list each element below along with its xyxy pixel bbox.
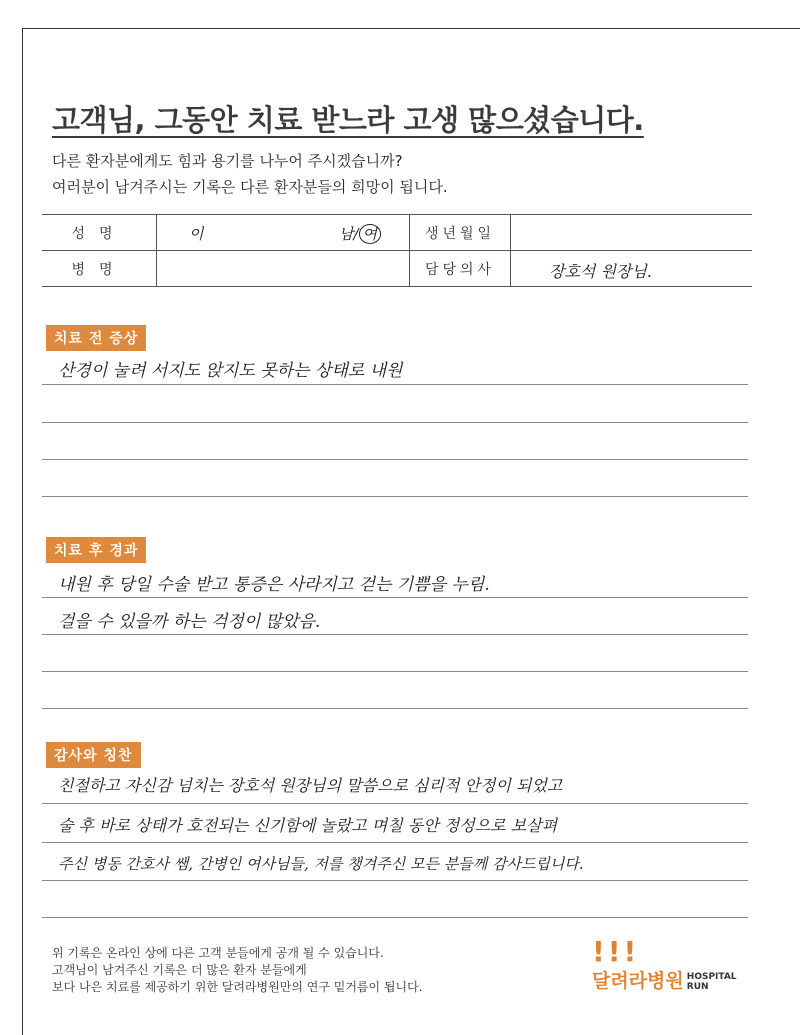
doctor-value: 장호석 원장님. [549, 262, 652, 281]
doctor-field [511, 251, 753, 287]
gender-selector [339, 223, 381, 244]
ruled-line [42, 708, 748, 709]
ruled-line [42, 384, 748, 385]
logo-sub-line-2: RUN [686, 981, 709, 992]
footer-note-1: 위 기록은 온라인 상에 다른 고객 분들에게 공개 될 수 있습니다. [52, 946, 384, 960]
doctor-label: 담당의사 [410, 251, 511, 287]
section-tag-before-treatment: 치료 전 증상 [46, 325, 146, 351]
ruled-line [42, 880, 748, 881]
section-tag-after-treatment: 치료 후 경과 [46, 537, 146, 563]
info-row-1 [42, 215, 752, 251]
thanks-line-1: 친절하고 자신감 넘치는 장호석 원장님의 말씀으로 심리적 안정이 되었고 [58, 776, 563, 795]
logo-name: 달려라병원 [592, 970, 684, 992]
name-value: 이 [189, 225, 204, 243]
name-field [157, 215, 410, 251]
ruled-line [42, 597, 748, 598]
ruled-line [42, 496, 748, 497]
name-label: 성명 [42, 215, 157, 251]
logo-wordmark [592, 966, 737, 993]
after-treatment-line-2: 걸을 수 있을까 하는 걱정이 많았음. [58, 612, 321, 632]
footer-note-2: 고객님이 남겨주신 기록은 더 많은 환자 분들에게 [52, 963, 307, 977]
ruled-line [42, 917, 748, 918]
logo-subtitle [687, 972, 737, 992]
ruled-line [42, 803, 748, 804]
ruled-line [42, 842, 748, 843]
ruled-line [42, 459, 748, 460]
gender-male: 남 [338, 225, 354, 243]
diagnosis-label: 병명 [42, 251, 157, 287]
before-treatment-line-1: 산경이 눌려 서지도 앉지도 못하는 상태로 내원 [58, 361, 403, 381]
thanks-line-2: 술 후 바로 상태가 호전되는 신기함에 놀랐고 며칠 동안 정성으로 보살펴 [58, 816, 558, 835]
info-row-2 [42, 251, 752, 287]
page-title: 고객님, 그동안 치료 받느라 고생 많으셨습니다. [52, 103, 644, 137]
gender-female-circled: 여 [359, 224, 382, 244]
ruled-line [42, 634, 748, 635]
birth-field [511, 215, 753, 251]
ruled-line [42, 422, 748, 423]
diagnosis-field [157, 251, 410, 287]
after-treatment-line-1: 내원 후 당일 수술 받고 통증은 사라지고 걷는 기쁨을 누림. [58, 575, 490, 595]
patient-info-table [42, 214, 752, 287]
footer-note-3: 보다 나은 치료를 제공하기 위한 달려라병원만의 연구 밑거름이 됩니다. [52, 980, 423, 994]
gender-separator: / [353, 225, 359, 243]
logo-exclamation-marks: !!! [592, 935, 640, 968]
intro-line-1: 다른 환자분에게도 힘과 용기를 나누어 주시겠습니까? [52, 152, 403, 170]
section-tag-thanks: 감사와 칭찬 [46, 742, 141, 768]
hospital-logo [592, 935, 737, 993]
logo-sub-line-1: HOSPITAL [686, 971, 737, 982]
birth-label: 생년월일 [410, 215, 511, 251]
intro-line-2: 여러분이 남겨주시는 기록은 다른 환자분들의 희망이 됩니다. [52, 178, 448, 196]
ruled-line [42, 671, 748, 672]
thanks-line-3: 주신 병동 간호사 쌤, 간병인 여사님들, 저를 챙겨주신 모든 분들께 감사드립니다. [58, 855, 584, 873]
